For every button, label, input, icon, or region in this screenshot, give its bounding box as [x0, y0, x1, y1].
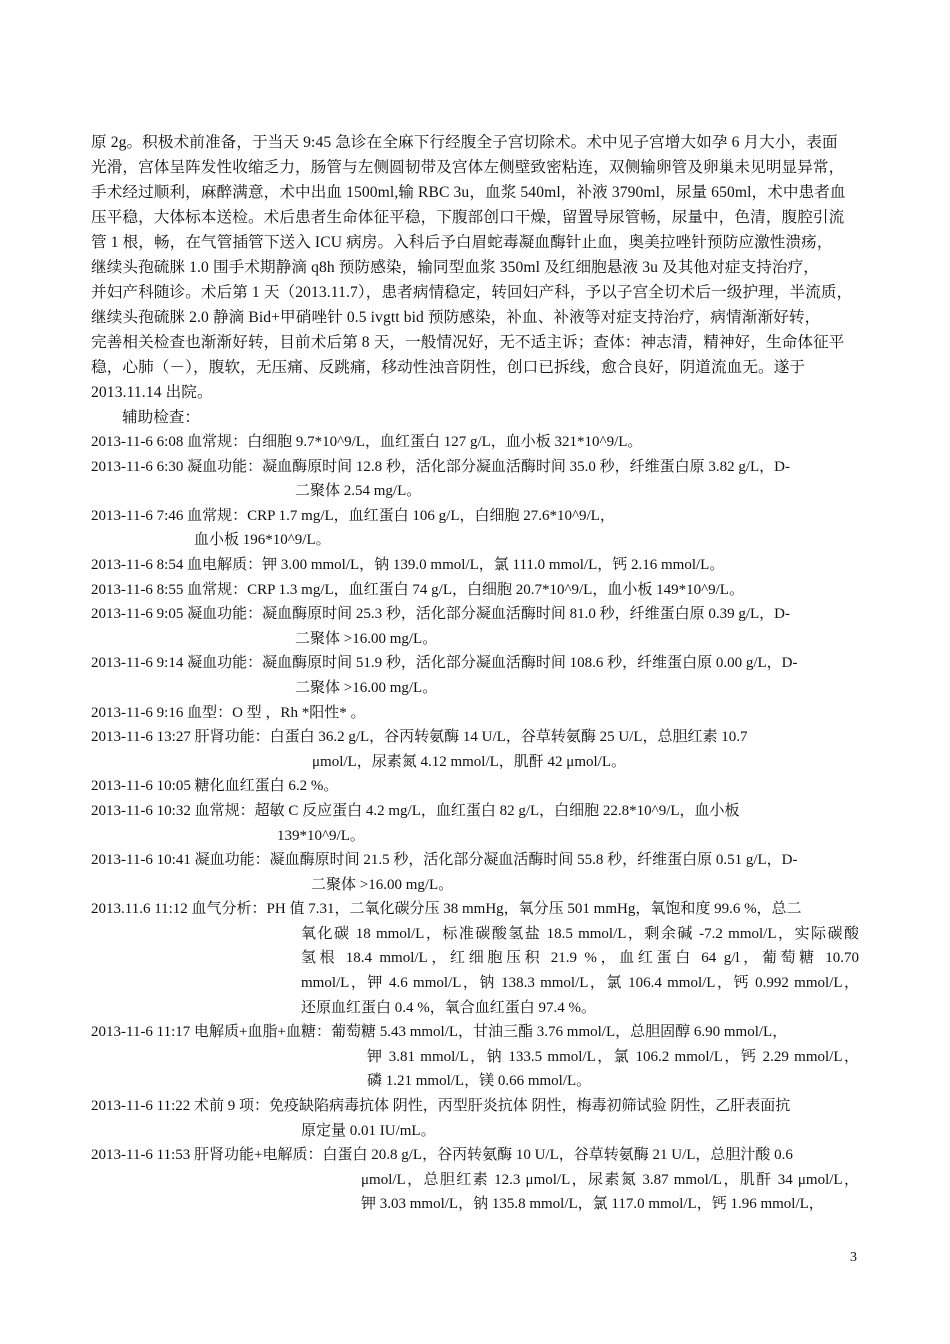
lab-result-line: 2013-11-6 11:53 肝肾功能+电解质：白蛋白 20.8 g/L，谷丙转氨酶 10 U/L，谷草转氨酶 21 U/L，总胆汁酸 0.6 [91, 1147, 793, 1164]
paragraph-line: 2013.11.14 出院。 [91, 384, 213, 401]
section-heading-auxiliary-exams: 辅助检查： [122, 409, 200, 426]
lab-result-continuation: 原定量 0.01 IU/mL。 [301, 1122, 436, 1139]
lab-result-entry [91, 504, 859, 553]
paragraph-line: 稳，心肺（－），腹软，无压痛、反跳痛，移动性浊音阴性，创口已拆线，愈合良好，阴道流血无。遂于 [91, 359, 806, 376]
lab-result-continuation: 二聚体 >16.00 mg/L。 [295, 630, 438, 647]
lab-result-continuation: 钾 3.03 mmol/L，钠 135.8 mmol/L，氯 117.0 mmol/L，钙 1.96 mmol/L， [361, 1196, 824, 1213]
lab-result-continuation: 139*10^9/L。 [277, 827, 365, 844]
lab-result-entry [91, 701, 859, 726]
lab-result-continuation: 钾 3.81 mmol/L，钠 133.5 mmol/L，氯 106.2 mmol/L，钙 2.29 mmol/L， [367, 1048, 859, 1065]
paragraph-line: 继续头孢硫脒 2.0 静滴 Bid+甲硝唑针 0.5 ivgtt bid 预防感染，补血、补液等对症支持治疗，病情渐渐好转， [91, 309, 821, 326]
lab-result-line: 2013-11-6 6:30 凝血功能：凝血酶原时间 12.8 秒，活化部分凝血活酶时间 35.0 秒，纤维蛋白原 3.82 g/L，D- [91, 458, 791, 475]
lab-result-entry [91, 602, 859, 651]
lab-result-entry [91, 897, 859, 1020]
lab-result-continuation: 还原血红蛋白 0.4 %，氧合血红蛋白 97.4 %。 [301, 999, 596, 1016]
lab-result-line: 2013-11-6 10:41 凝血功能：凝血酶原时间 21.5 秒，活化部分凝血活酶时间 55.8 秒，纤维蛋白原 0.51 g/L，D- [91, 852, 798, 869]
lab-result-line: 2013-11-6 11:17 电解质+血脂+血糖：葡萄糖 5.43 mmol/L，甘油三酯 3.76 mmol/L，总胆固醇 6.90 mmol/L， [91, 1024, 788, 1041]
lab-result-continuation: 二聚体 2.54 mg/L。 [295, 483, 422, 500]
lab-result-line: 2013-11-6 7:46 血常规：CRP 1.7 mg/L，血红蛋白 106 g/L，白细胞 27.6*10^9/L， [91, 507, 615, 524]
lab-result-line: 2013-11-6 9:05 凝血功能：凝血酶原时间 25.3 秒，活化部分凝血活酶时间 81.0 秒，纤维蛋白原 0.39 g/L，D- [91, 606, 791, 623]
lab-result-line: 2013-11-6 10:32 血常规：超敏 C 反应蛋白 4.2 mg/L，血红蛋白 82 g/L，白细胞 22.8*10^9/L，血小板 [91, 802, 740, 819]
lab-result-entry [91, 553, 859, 578]
lab-result-entry [91, 848, 859, 897]
lab-result-entry [91, 1094, 859, 1143]
case-narrative-paragraph [91, 130, 859, 405]
page-number: 3 [850, 1250, 857, 1265]
lab-result-entry [91, 1143, 859, 1217]
paragraph-line: 管 1 根，畅，在气管插管下送入 ICU 病房。入科后予白眉蛇毒凝血酶针止血，奥美拉唑针预防应激性溃疡， [91, 234, 833, 251]
lab-result-line: 2013-11-6 9:16 血型：O 型 ，Rh *阳性* 。 [91, 704, 366, 721]
lab-result-entry [91, 799, 859, 848]
lab-result-continuation: 二聚体 >16.00 mg/L。 [295, 679, 438, 696]
lab-result-entry [91, 430, 859, 455]
lab-result-continuation: 氧化碳 18 mmol/L，标准碳酸氢盐 18.5 mmol/L，剩余碱 -7.2 mmol/L，实际碳酸 [301, 925, 859, 942]
paragraph-line: 光滑，宫体呈阵发性收缩乏力，肠管与左侧圆韧带及宫体左侧壁致密粘连，双侧输卵管及卵巢未见明显异常， [91, 159, 845, 176]
lab-result-line: 2013-11-6 10:05 糖化血红蛋白 6.2 %。 [91, 778, 339, 795]
lab-result-continuation: 氢根 18.4 mmol/L，红细胞压积 21.9 %，血红蛋白 64 g/l，葡萄糖 10.70 [301, 950, 859, 967]
lab-result-entry [91, 774, 859, 799]
lab-result-continuation: 血小板 196*10^9/L。 [194, 532, 331, 549]
lab-result-entry [91, 725, 859, 774]
lab-result-entry [91, 1020, 859, 1094]
lab-result-line: 2013.11.6 11:12 血气分析：PH 值 7.31，二氧化碳分压 38 mmHg，氧分压 501 mmHg，氧饱和度 99.6 %，总二 [91, 901, 802, 918]
paragraph-line: 原 2g。积极术前准备，于当天 9:45 急诊在全麻下行经腹全子宫切除术。术中见子宫增大如孕 6 月大小，表面 [91, 134, 838, 151]
lab-result-line: 2013-11-6 9:14 凝血功能：凝血酶原时间 51.9 秒，活化部分凝血活酶时间 108.6 秒，纤维蛋白原 0.00 g/L，D- [91, 655, 798, 672]
lab-result-line: 2013-11-6 11:22 术前 9 项：免疫缺陷病毒抗体 阴性，丙型肝炎抗体 阴性，梅毒初筛试验 阴性，乙肝表面抗 [91, 1098, 791, 1115]
lab-result-continuation: 磷 1.21 mmol/L，镁 0.66 mmol/L。 [367, 1073, 592, 1090]
paragraph-line: 压平稳，大体标本送检。术后患者生命体征平稳，下腹部创口干燥，留置导尿管畅，尿量中，色清，腹腔引流 [91, 209, 845, 226]
paragraph-line: 并妇产科随诊。术后第 1 天（2013.11.7），患者病情稳定，转回妇产科，予以子宫全切术后一级护理，半流质， [91, 284, 853, 301]
lab-result-line: 2013-11-6 8:54 血电解质：钾 3.00 mmol/L，钠 139.0 mmol/L，氯 111.0 mmol/L，钙 2.16 mmol/L。 [91, 556, 725, 573]
lab-result-line: 2013-11-6 6:08 血常规：白细胞 9.7*10^9/L，血红蛋白 127 g/L，血小板 321*10^9/L。 [91, 434, 643, 450]
paragraph-line: 继续头孢硫脒 1.0 围手术期静滴 q8h 预防感染，输同型血浆 350ml 及红细胞悬液 3u 及其他对症支持治疗， [91, 259, 819, 276]
lab-result-entry [91, 651, 859, 700]
page-content [91, 130, 859, 1217]
lab-result-entry [91, 455, 859, 504]
lab-result-continuation: μmol/L，总胆红素 12.3 μmol/L，尿素氮 3.87 mmol/L，肌酐 34 μmol/L， [361, 1171, 859, 1188]
lab-result-line: 2013-11-6 8:55 血常规：CRP 1.3 mg/L，血红蛋白 74 g/L，白细胞 20.7*10^9/L，血小板 149*10^9/L。 [91, 581, 744, 598]
lab-result-entry [91, 578, 859, 603]
lab-result-continuation: μmol/L，尿素氮 4.12 mmol/L，肌酐 42 μmol/L。 [312, 753, 626, 770]
paragraph-line: 完善相关检查也渐渐好转，目前术后第 8 天，一般情况好，无不适主诉；查体：神志清，精神好，生命体征平 [91, 334, 845, 351]
lab-results-list [91, 430, 859, 1217]
paragraph-line: 手术经过顺利，麻醉满意，术中出血 1500ml,输 RBC 3u，血浆 540ml，补液 3790ml，尿量 650ml，术中患者血 [91, 184, 846, 201]
lab-result-continuation: 二聚体 >16.00 mg/L。 [311, 876, 454, 893]
lab-result-continuation: mmol/L，钾 4.6 mmol/L，钠 138.3 mmol/L，氯 106.4 mmol/L，钙 0.992 mmol/L， [301, 975, 859, 992]
lab-result-line: 2013-11-6 13:27 肝肾功能：白蛋白 36.2 g/L，谷丙转氨酶 14 U/L，谷草转氨酶 25 U/L，总胆红素 10.7 [91, 729, 748, 746]
